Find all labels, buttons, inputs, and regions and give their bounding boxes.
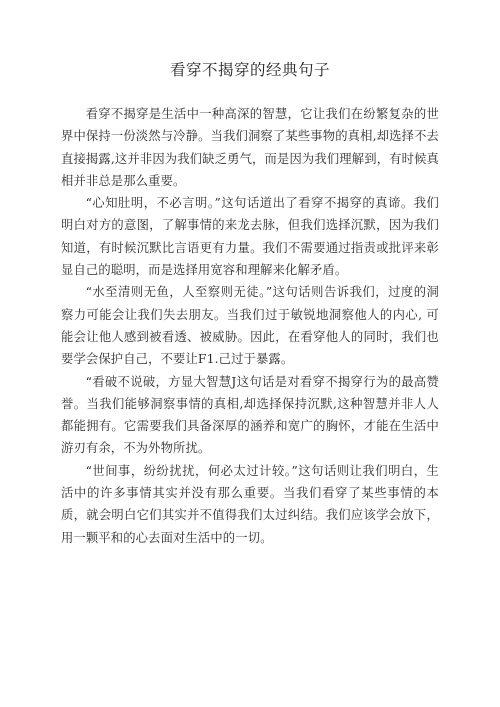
paragraph-2: “心知肚明，不必言明。”这句话道出了看穿不揭穿的真谛。我们明白对方的意图，了解事情的来龙去脉，但我们选择沉默，因为我们知道，有时候沉默比言语更有力量。我们不需要通过指责或批评来彰显自己的聪明，而是选择用宽容和理解来化解矛盾。 xyxy=(61,196,439,278)
paragraph-1: 看穿不揭穿是生活中一种高深的智慧，它让我们在纷繁复杂的世界中保持一份淡然与冷静。当我们洞察了某些事物的真相,却选择不去直接揭露,这并非因为我们缺乏勇气，而是因为我们理解到，有时候真相并非总是那么重要。 xyxy=(61,107,439,188)
paragraph-4: “看破不说破，方显大智慧J这句话是对看穿不揭穿行为的最高赞誉。当我们能够洞察事情的真相,却选择保持沉默,这种智慧并非人人都能拥有。它需要我们具备深厚的涵养和宽广的胸怀，才能在生活中游刃有余，不为外物所扰。 xyxy=(61,374,439,456)
paragraph-5: “世间事，纷纷扰扰，何必太过计较。”这句话则让我们明白，生活中的许多事情其实并没有那么重要。当我们看穿了某些事情的本质，就会明白它们其实并不值得我们太过纠结。我们应该学会放下，用一颗平和的心去面对生活中的一切。 xyxy=(61,463,439,545)
document-body xyxy=(61,103,439,549)
paragraph-3: “水至清则无鱼，人至察则无徒。”这句话则告诉我们，过度的洞察力可能会让我们失去朋友。当我们过于敏锐地洞察他人的内心, 可能会让他人感到被看透、被威胁。因此，在看穿他人的同时，我们也要学会保护自己，不要让F1.己过于暴露。 xyxy=(61,285,439,367)
document-title: 看穿不揭穿的经典句子 xyxy=(169,61,330,79)
